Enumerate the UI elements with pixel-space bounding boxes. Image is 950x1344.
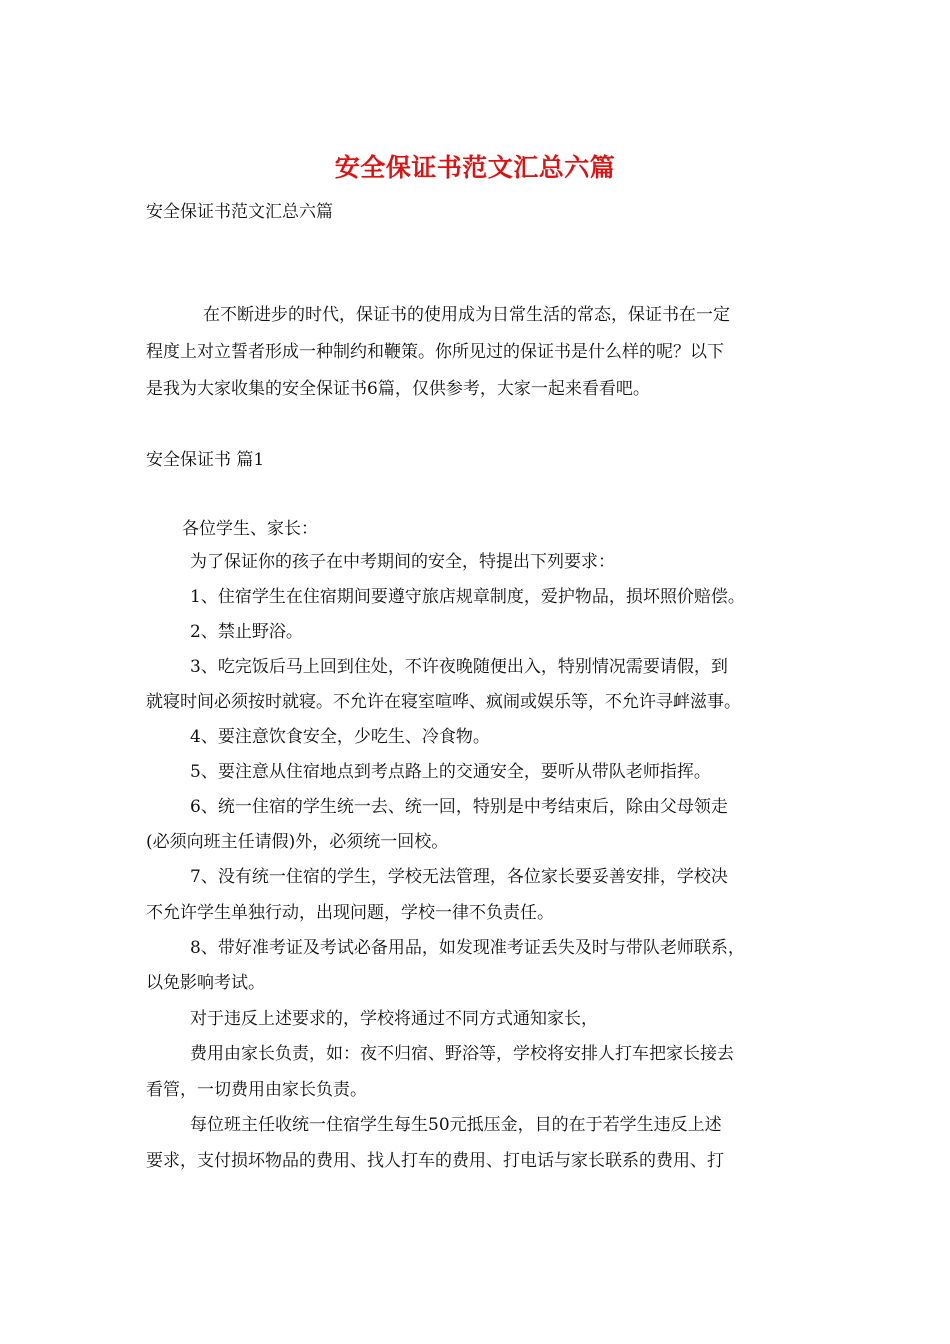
body-line: 5、要注意从住宿地点到考点路上的交通安全，要听从带队老师指挥。 <box>190 762 711 782</box>
body-line: 对于违反上述要求的，学校将通过不同方式通知家长， <box>190 1009 598 1029</box>
intro-line-3: 是我为大家收集的安全保证书6篇，仅供参考，大家一起来看看吧。 <box>146 379 650 399</box>
lead-paragraph: 为了保证你的孩子在中考期间的安全，特提出下列要求： <box>190 552 615 572</box>
body-line: 6、统一住宿的学生统一去、统一回，特别是中考结束后，除由父母领走 <box>190 797 728 817</box>
body-line: 2、禁止野浴。 <box>190 622 303 642</box>
section-heading: 安全保证书 篇1 <box>146 450 265 470</box>
body-line: 8、带好准考证及考试必备用品，如发现准考证丢失及时与带队老师联系， <box>190 938 745 958</box>
body-line: (必须向班主任请假)外，必须统一回校。 <box>146 832 449 852</box>
intro-line-1: 在不断进步的时代，保证书的使用成为日常生活的常态，保证书在一定 <box>203 305 730 325</box>
document-title: 安全保证书范文汇总六篇 <box>334 153 616 182</box>
body-line: 7、没有统一住宿的学生，学校无法管理，各位家长要妥善安排，学校决 <box>190 867 728 887</box>
body-line: 每位班主任收统一住宿学生每生50元抵压金，目的在于若学生违反上述 <box>190 1115 722 1135</box>
body-line: 3、吃完饭后马上回到住处，不许夜晚随便出入，特别情况需要请假，到 <box>190 657 728 677</box>
body-line: 就寝时间必须按时就寝。不允许在寝室喧哗、疯闹或娱乐等，不允许寻衅滋事。 <box>146 692 741 712</box>
body-line: 4、要注意饮食安全，少吃生、冷食物。 <box>190 727 490 747</box>
body-line: 费用由家长负责，如：夜不归宿、野浴等，学校将安排人打车把家长接去 <box>190 1044 734 1064</box>
body-line: 要求，支付损坏物品的费用、找人打车的费用、打电话与家长联系的费用、打 <box>146 1151 724 1171</box>
salutation: 各位学生、家长： <box>182 519 318 539</box>
body-line: 看管，一切费用由家长负责。 <box>146 1080 367 1100</box>
document-subtitle: 安全保证书范文汇总六篇 <box>146 202 333 222</box>
body-line: 不允许学生单独行动，出现问题，学校一律不负责任。 <box>146 903 554 923</box>
intro-line-2: 程度上对立誓者形成一种制约和鞭策。你所见过的保证书是什么样的呢？以下 <box>146 342 724 362</box>
body-line: 以免影响考试。 <box>146 973 265 993</box>
body-line: 1、住宿学生在住宿期间要遵守旅店规章制度，爱护物品，损坏照价赔偿。 <box>190 587 745 607</box>
